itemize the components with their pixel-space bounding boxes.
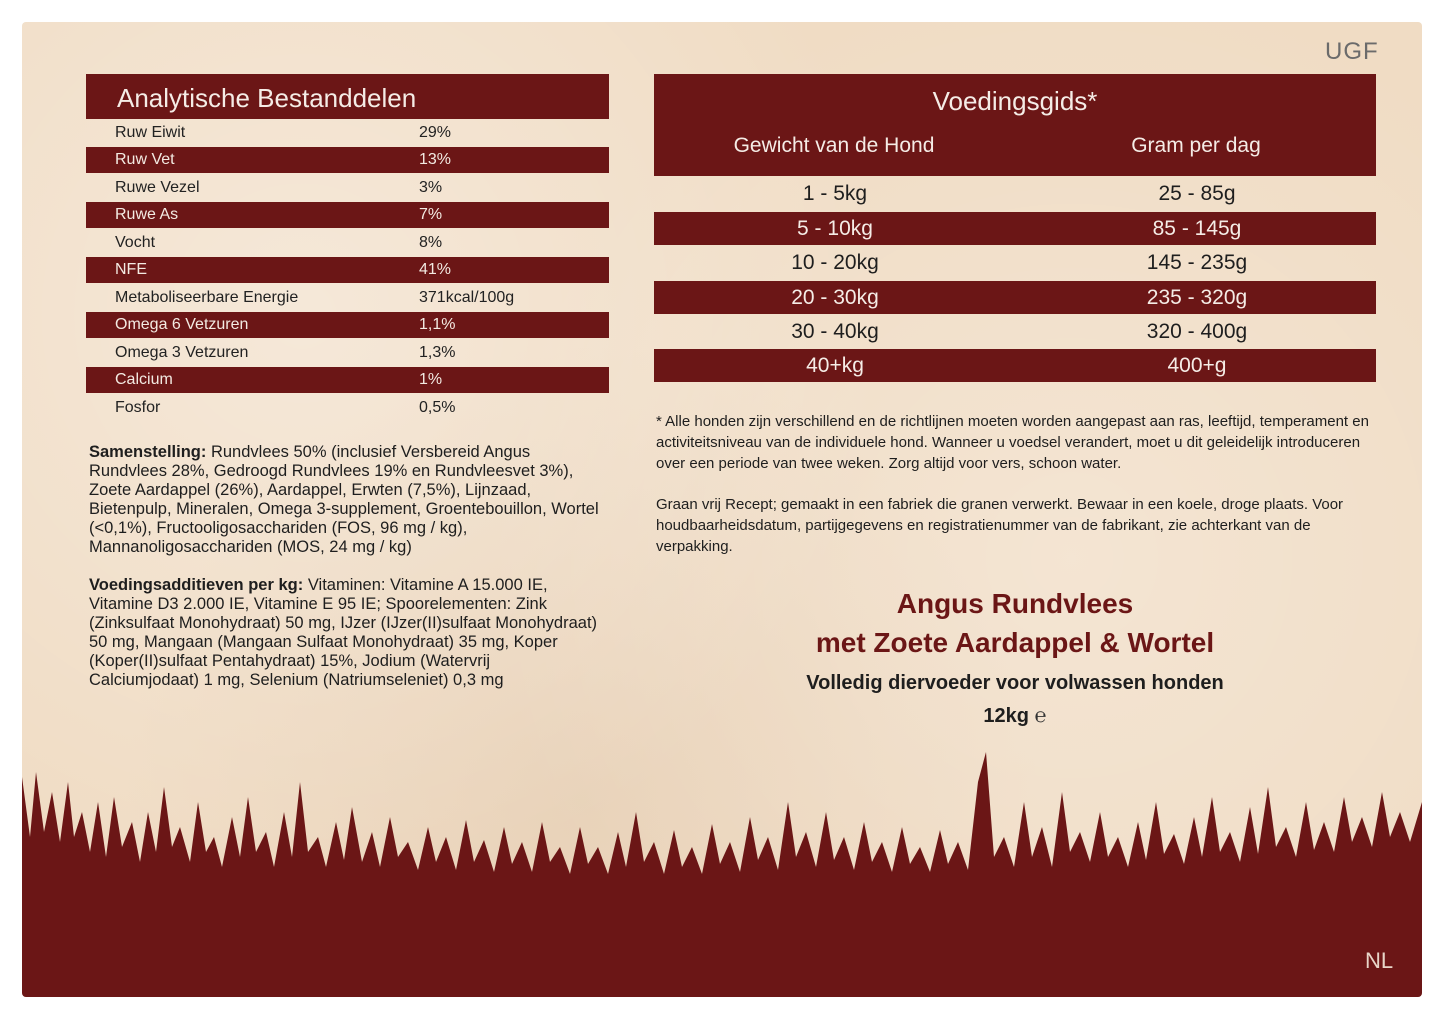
row-name: Metaboliseerbare Energie xyxy=(115,289,299,306)
table-row xyxy=(86,175,609,201)
weight-cell: 30 - 40kg xyxy=(791,320,879,343)
grams-cell: 235 - 320g xyxy=(1146,286,1248,309)
label-panel xyxy=(22,22,1422,997)
table-row xyxy=(654,315,1376,348)
product-weight xyxy=(654,705,1376,728)
weight-cell: 20 - 30kg xyxy=(791,286,879,309)
product-subtitle: Volledig diervoeder voor volwassen honden xyxy=(806,672,1224,694)
weight-value: 12kg xyxy=(983,705,1029,727)
weight-cell: 1 - 5kg xyxy=(802,182,868,205)
grams-cell: 320 - 400g xyxy=(1146,320,1248,343)
row-name: Ruw Eiwit xyxy=(115,124,186,141)
column-header-grams: Gram per dag xyxy=(1131,134,1261,157)
row-value: 1% xyxy=(419,371,443,388)
table-row xyxy=(86,147,609,173)
feeding-title: Voedingsgids* xyxy=(932,86,1098,116)
row-value: 0,5% xyxy=(419,399,456,416)
grams-cell: 25 - 85g xyxy=(1158,182,1236,205)
row-name: Omega 6 Vetzuren xyxy=(115,316,249,333)
grams-cell: 145 - 235g xyxy=(1146,251,1248,274)
estimated-mark-icon: ℮ xyxy=(1034,705,1047,727)
row-name: Omega 3 Vetzuren xyxy=(115,344,249,361)
table-row xyxy=(86,257,609,283)
row-name: Ruwe Vezel xyxy=(115,179,200,196)
column-header-weight: Gewicht van de Hond xyxy=(733,134,935,157)
table-row xyxy=(654,246,1376,279)
table-row xyxy=(86,230,609,256)
product-name-line2: met Zoete Aardappel & Wortel xyxy=(815,627,1215,658)
row-value: 8% xyxy=(419,234,443,251)
composition-text: Rundvlees 50% (inclusief Versbereid Angus Rundvlees 28%, Gedroogd Rundvlees 19% en Rundvleesvet 3%), Zoete Aardappel (26%), Aardappel, Erwten (7,5%), Lijnzaad, Bietenpulp, Mineralen, Omega 3-supplement, Groentebouillon, Wortel (<0,1%), Fructooligosacchariden (FOS, 96 mg / kg), Mannanoligosacchariden (MOS, 24 mg / kg) xyxy=(89,443,599,556)
row-value: 41% xyxy=(419,261,452,278)
language-label: NL xyxy=(1365,948,1394,973)
additives-text: Vitaminen: Vitamine A 15.000 IE, Vitamine D3 2.000 IE, Vitamine E 95 IE; Spoorelementen: Zink (Zinksulfaat Monohydraat) 50 mg, IJzer (IJzer(II)sulfaat Monohydraat) 50 mg, Mangaan (Mangaan Sulfaat Monohydraat) 35 mg, Koper (Koper(II)sulfaat Pentahydraat) 15%, Jodium (Watervrij Calciumjodaat) 1 mg, Selenium (Natriumseleniet) 0,3 mg xyxy=(89,576,598,689)
row-value: 7% xyxy=(419,206,443,223)
weight-cell: 40+kg xyxy=(806,354,864,377)
composition-paragraph xyxy=(89,443,604,557)
feeding-header xyxy=(654,74,1376,176)
row-value: 29% xyxy=(419,124,452,141)
table-row xyxy=(86,312,609,338)
analytical-title: Analytische Bestanddelen xyxy=(117,83,417,113)
grams-cell: 85 - 145g xyxy=(1152,217,1242,240)
table-row xyxy=(654,349,1376,382)
table-row xyxy=(654,212,1376,245)
row-name: Ruwe As xyxy=(115,206,179,223)
weight-cell: 10 - 20kg xyxy=(791,251,879,274)
table-row xyxy=(86,340,609,366)
grams-cell: 400+g xyxy=(1167,354,1227,377)
table-row xyxy=(86,395,609,421)
storage-note: Graan vrij Recept; gemaakt in een fabriek die granen verwerkt. Bewaar in een koele, droge plaats. Voor houdbaarheidsdatum, partijgegevens en registratienummer van de fabrikant, zie achterkant van de verpakking. xyxy=(656,496,1344,555)
additives-label: Voedingsadditieven per kg: xyxy=(89,576,304,594)
row-name: Ruw Vet xyxy=(115,151,175,168)
grass-silhouette xyxy=(22,742,1422,997)
table-row xyxy=(654,177,1376,210)
row-value: 13% xyxy=(419,151,452,168)
row-name: Calcium xyxy=(115,371,173,388)
row-name: Fosfor xyxy=(115,399,161,416)
weight-cell: 5 - 10kg xyxy=(797,217,873,240)
row-value: 3% xyxy=(419,179,443,196)
additives-paragraph xyxy=(89,576,604,690)
row-value: 1,1% xyxy=(419,316,456,333)
corner-label: UGF xyxy=(1325,38,1379,65)
composition-label: Samenstelling: xyxy=(89,443,207,461)
row-value: 1,3% xyxy=(419,344,456,361)
feeding-note: * Alle honden zijn verschillend en de richtlijnen moeten worden aangepast aan ras, leeftijd, temperament en activiteitsniveau van de individuele hond. Wanneer u voedsel verandert, moet u dit geleidelijk introduceren over een periode van twee weken. Zorg altijd voor vers, schoon water. xyxy=(656,413,1369,472)
row-value: 371kcal/100g xyxy=(419,289,515,306)
table-row xyxy=(86,202,609,228)
analytical-header xyxy=(86,74,609,119)
row-name: Vocht xyxy=(115,234,156,251)
table-row xyxy=(86,367,609,393)
table-row xyxy=(86,285,609,311)
table-row xyxy=(654,281,1376,314)
product-name-line1: Angus Rundvlees xyxy=(896,588,1134,619)
table-row xyxy=(86,120,609,146)
row-name: NFE xyxy=(115,261,147,278)
